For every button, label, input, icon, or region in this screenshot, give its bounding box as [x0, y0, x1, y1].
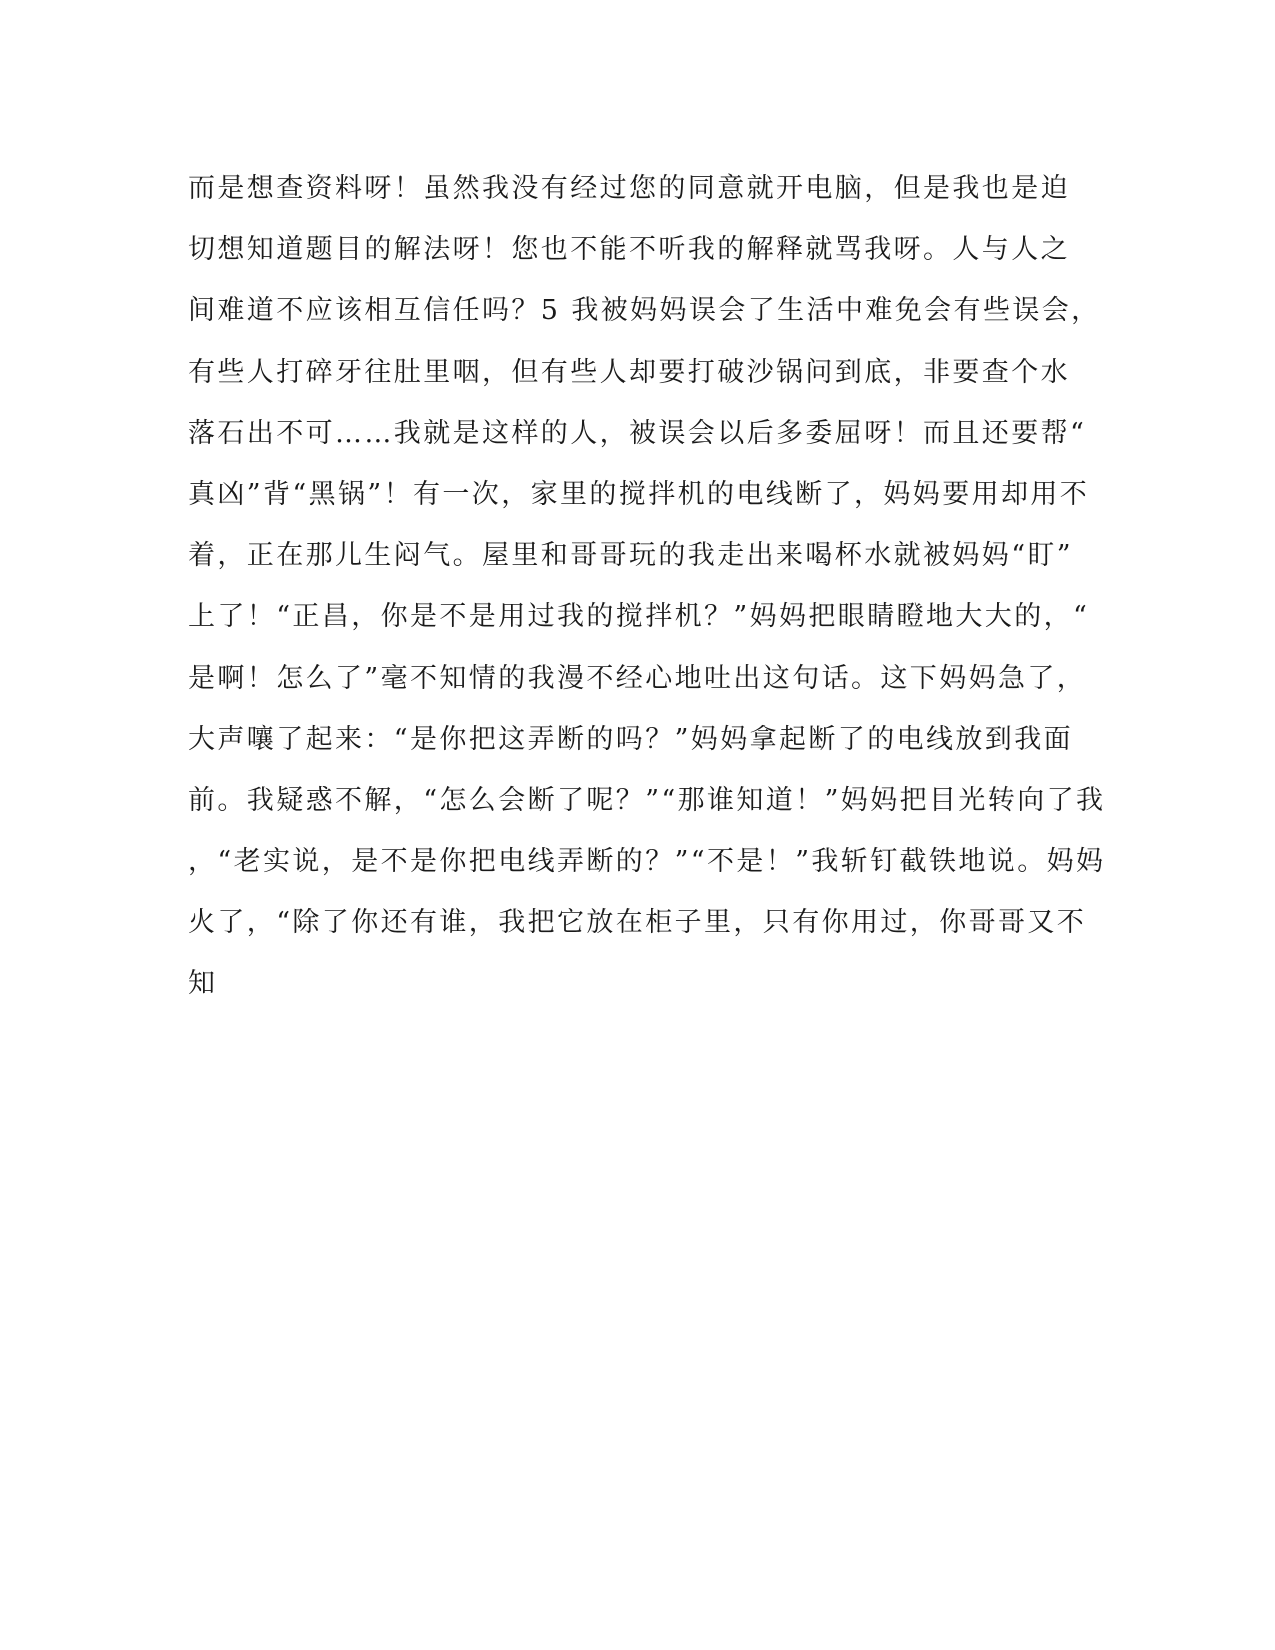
- body-text: [188, 168, 1106, 1025]
- text-line: 知: [188, 968, 218, 1000]
- text-line: 而是想查资料呀！虽然我没有经过您的同意就开电脑，但是我也是迫: [188, 173, 1070, 204]
- text-line: 有些人打碎牙往肚里咽，但有些人却要打破沙锅问到底，非要查个水: [188, 356, 1070, 388]
- text-line: 大声嚷了起来：“是你把这弄断的吗？”妈妈拿起断了的电线放到我面: [188, 723, 1074, 755]
- text-line: 切想知道题目的解法呀！您也不能不听我的解释就骂我呀。人与人之: [188, 234, 1070, 266]
- text-line: 前。我疑惑不解，“怎么会断了呢？”“那谁知道！”妈妈把目光转向了我: [188, 784, 1106, 816]
- text-line: 间难道不应该相互信任吗？5 我被妈妈误会了生活中难免会有些误会，: [188, 295, 1101, 327]
- text-line: 着，正在那儿生闷气。屋里和哥哥玩的我走出来喝杯水就被妈妈“盯”: [188, 540, 1074, 572]
- text-line: 真凶”背“黑锅”！有一次，家里的搅拌机的电线断了，妈妈要用却用不: [188, 478, 1090, 510]
- text-line: 上了！“正昌，你是不是用过我的搅拌机？”妈妈把眼睛瞪地大大的，“: [188, 601, 1090, 633]
- text-line: 是啊！怎么了”毫不知情的我漫不经心地吐出这句话。这下妈妈急了，: [188, 662, 1087, 694]
- text-line: 落石出不可……我就是这样的人，被误会以后多委屈呀！而且还要帮“: [188, 417, 1087, 449]
- text-line: 火了，“除了你还有谁，我把它放在柜子里，只有你用过，你哥哥又不: [188, 907, 1087, 939]
- text-line: ，“老实说，是不是你把电线弄断的？”“不是！”我斩钉截铁地说。妈妈: [188, 846, 1106, 878]
